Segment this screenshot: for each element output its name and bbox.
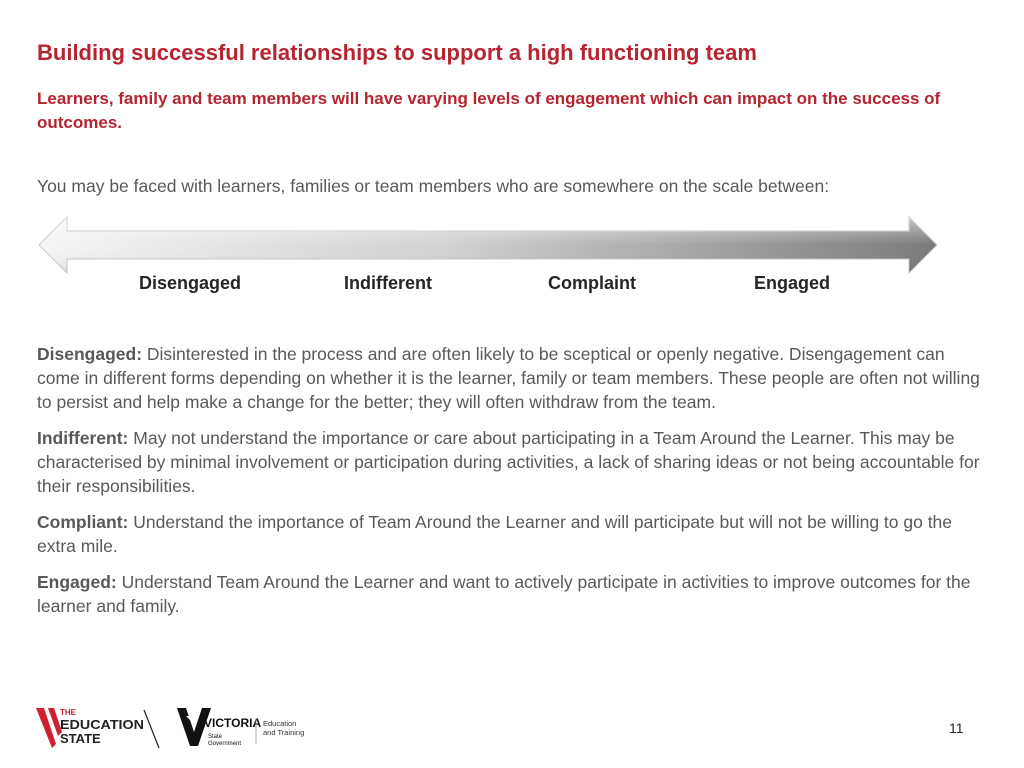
definition-text: Disinterested in the process and are often likely to be sceptical or openly negative. Disengagement can come in different forms depending on whether it is the learner, family or team members. These people are often not willing to persist and help make a change for the better; they will often withdraw from the team. xyxy=(37,344,980,412)
logo-text-the: THE xyxy=(60,708,76,717)
definition-term: Engaged: xyxy=(37,572,117,592)
victoria-government-logo xyxy=(177,708,261,747)
page-number: 11 xyxy=(949,720,964,736)
engagement-scale-arrow xyxy=(38,216,938,274)
education-state-logo xyxy=(36,708,159,748)
logo-text-state-small: State xyxy=(208,734,223,740)
scale-label-disengaged: Disengaged xyxy=(139,273,242,293)
definitions-list xyxy=(37,342,987,630)
definition-compliant xyxy=(37,510,987,558)
definition-text: May not understand the importance or care about participating in a Team Around the Learner. This may be characterised by minimal involvement or participation during activities, a lack of sharing ideas or not being accountable for their responsibilities. xyxy=(37,428,980,496)
logo-text-training: and Training xyxy=(263,728,305,737)
definition-disengaged xyxy=(37,342,987,414)
slide-title: Building successful relationships to support a high functioning team xyxy=(37,40,757,65)
definition-term: Indifferent: xyxy=(37,428,129,448)
logo-text-government: Government xyxy=(208,741,242,747)
scale-label-indifferent: Indifferent xyxy=(344,273,432,293)
logo-text-education-dept: Education xyxy=(263,719,297,728)
definition-term: Compliant: xyxy=(37,512,129,532)
definition-engaged xyxy=(37,570,987,618)
logo-text-state: STATE xyxy=(60,731,101,746)
definition-term: Disengaged: xyxy=(37,344,143,364)
scale-label-complaint: Complaint xyxy=(548,273,636,293)
intro-text: You may be faced with learners, families or team members who are somewhere on the scale between: xyxy=(37,176,830,196)
logo-text-education: EDUCATION xyxy=(60,717,144,732)
definition-text: Understand Team Around the Learner and want to actively participate in activities to improve outcomes for the learner and family. xyxy=(37,572,971,616)
slide-subtitle: Learners, family and team members will have varying levels of engagement which can impact on the success of outcomes. xyxy=(37,89,941,132)
education-training-logo xyxy=(263,719,304,737)
scale-label-engaged: Engaged xyxy=(754,273,831,293)
logo-text-victoria: VICTORIA xyxy=(204,716,262,730)
definition-indifferent xyxy=(37,426,987,498)
definition-text: Understand the importance of Team Around the Learner and will participate but will not be willing to go the extra mile. xyxy=(37,512,953,556)
footer-logos xyxy=(36,702,326,752)
